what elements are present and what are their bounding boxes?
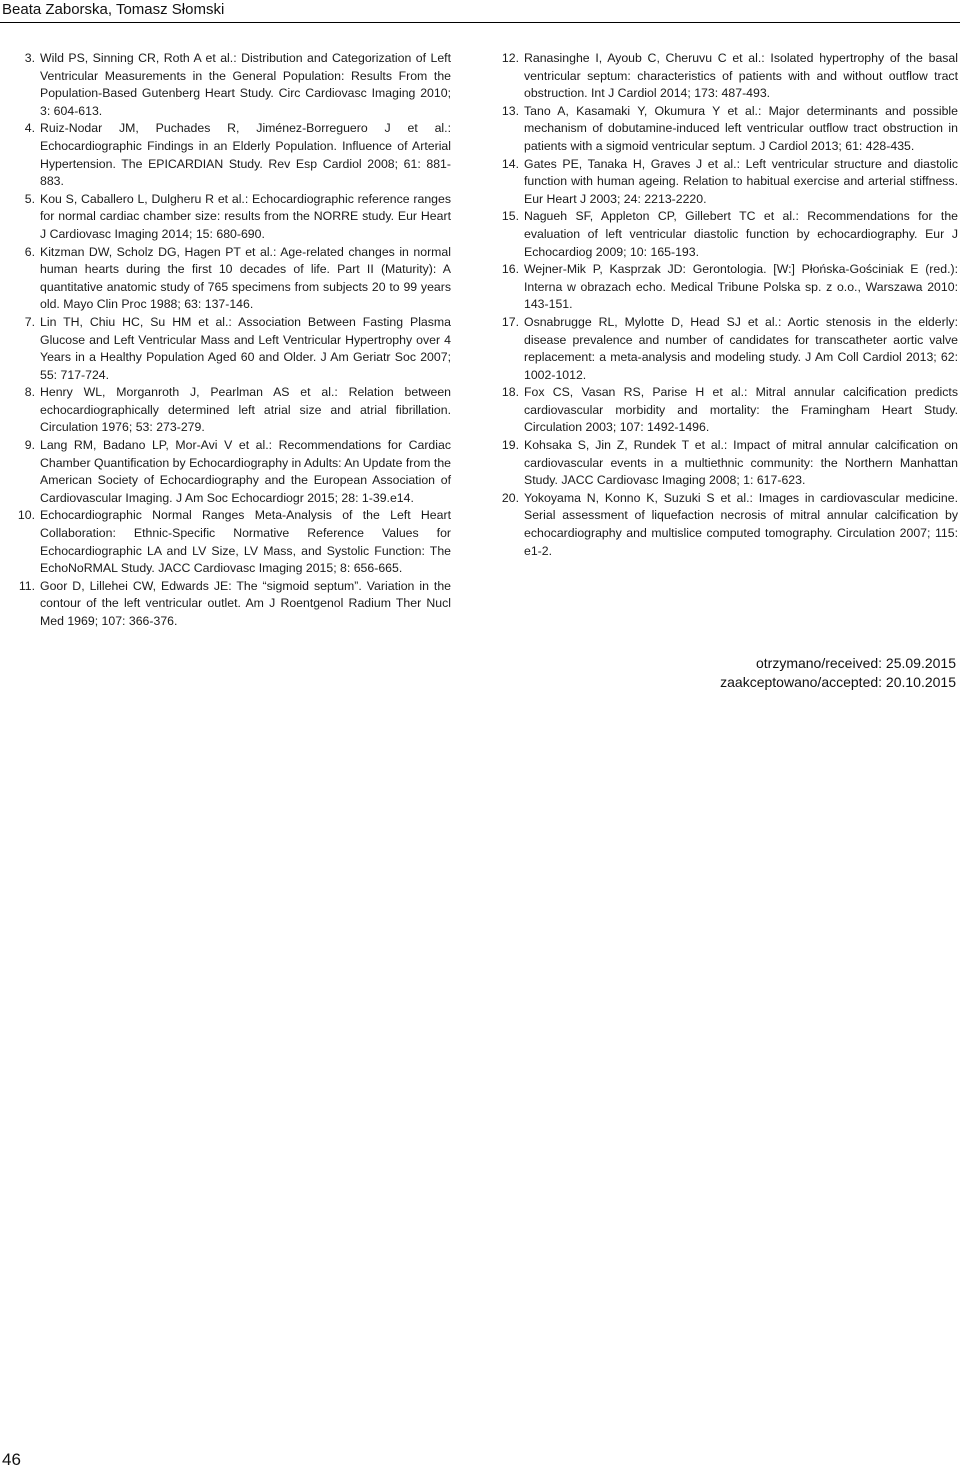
reference-item <box>14 120 451 190</box>
reference-text: Henry WL, Morganroth J, Pearlman AS et al.: Relation between echocardiographically determined left atrial size and atrial fibrillation. Circulation 1976; 53: 273-279. <box>40 385 451 435</box>
references-column-left <box>14 50 451 631</box>
reference-item <box>14 384 451 437</box>
reference-item <box>14 437 451 507</box>
reference-item <box>497 103 958 156</box>
reference-number: 20. <box>501 490 519 505</box>
reference-text: Wejner-Mik P, Kasprzak JD: Gerontologia. [W:] Płońska-Gościniak E (red.): Interna w obrazach echo. Medical Tribune Polska sp. z o.o., Warszawa 2010: 143-151. <box>524 262 958 312</box>
page-number: 46 <box>2 1450 21 1469</box>
reference-text: Yokoyama N, Konno K, Suzuki S et al.: Images in cardiovascular medicine. Serial assessment of liquefaction necrosis of mitral annular calcification by echocardiography and multislice computed tomography. Circulation 2007; 115: e1-2. <box>524 490 958 558</box>
reference-item <box>14 507 451 577</box>
reference-item <box>14 50 451 120</box>
reference-text: Lin TH, Chiu HC, Su HM et al.: Association Between Fasting Plasma Glucose and Left Ventricular Mass and Left Ventricular Hypertrophy over 4 Years in a Healthy Population Aged 60 and Older. J Am Geriatr Soc 2007; 55: 717-724. <box>40 314 451 382</box>
reference-number: 8. <box>24 385 35 400</box>
reference-text: Echocardiographic Normal Ranges Meta-Analysis of the Left Heart Collaboration: Ethnic-Specific Normative Reference Values for Echocardiographic LA and LV Size, LV Mass, and Systolic Function: The EchoNoRMAL Study. JACC Cardiovasc Imaging 2015; 8: 656-665. <box>40 508 451 576</box>
reference-text: Lang RM, Badano LP, Mor-Avi V et al.: Recommendations for Cardiac Chamber Quantification by Echocardiography in Adults: An Update from the American Society of Echocardiography and the European Association of Cardiovascular Imaging. J Am Soc Echocardiogr 2015; 28: 1-39.e14. <box>40 438 451 505</box>
reference-number: 11. <box>18 578 35 593</box>
reference-number: 15. <box>501 209 519 224</box>
reference-item <box>14 244 451 314</box>
reference-text: Ranasinghe I, Ayoub C, Cheruvu C et al.: Isolated hypertrophy of the basal ventricular septum: characteristics of patients with and without outflow tract obstruction. Int J Cardiol 2014; 173: 487-493. <box>524 51 958 101</box>
reference-number: 16. <box>501 262 519 277</box>
reference-text: Gates PE, Tanaka H, Graves J et al.: Left ventricular structure and diastolic function with human ageing. Relation to habitual exercise and arterial stiffness. Eur Heart J 2003; 24: 2213-2220. <box>524 156 958 206</box>
reference-item <box>14 314 451 384</box>
reference-item <box>497 208 958 261</box>
reference-item <box>497 50 958 103</box>
reference-item <box>14 191 451 244</box>
reference-number: 14. <box>501 156 519 171</box>
reference-number: 17. <box>501 314 519 329</box>
reference-item <box>497 437 958 490</box>
reference-number: 12. <box>501 51 519 65</box>
reference-text: Nagueh SF, Appleton CP, Gillebert TC et al.: Recommendations for the evaluation of left ventricular diastolic function by echocardiography. Eur J Echocardiog 2009; 10: 165-193. <box>524 209 958 259</box>
reference-item <box>497 490 958 560</box>
reference-text: Ruiz-Nodar JM, Puchades R, Jiménez-Borreguero J et al.: Echocardiographic Findings in an Elderly Population. Influence of Arterial Hypertension. The EPICARDIAN Study. Rev Esp Cardiol 2008; 61: 881-883. <box>40 121 451 189</box>
reference-text: Osnabrugge RL, Mylotte D, Head SJ et al.: Aortic stenosis in the elderly: disease prevalence and number of candidates for transcatheter aortic valve replacement: a meta-analysis and modeling study. J Am Coll Cardiol 2013; 62: 1002-1012. <box>524 314 958 382</box>
reference-item <box>14 578 451 631</box>
reference-text: Kohsaka S, Jin Z, Rundek T et al.: Impact of mitral annular calcification on cardiovascular events in a multiethnic community: the Northern Manhattan Study. JACC Cardiovasc Imaging 2008; 1: 617-623. <box>524 438 958 488</box>
received-date: otrzymano/received: 25.09.2015 <box>755 655 956 671</box>
reference-text: Fox CS, Vasan RS, Parise H et al.: Mitral annular calcification predicts cardiovascular morbidity and mortality: the Framingham Heart Study. Circulation 2003; 107: 1492-1496. <box>524 385 958 435</box>
reference-text: Kitzman DW, Scholz DG, Hagen PT et al.: Age-related changes in normal human hearts during the first 10 decades of life. Part II (Maturity): A quantitative anatomic study of 765 specimens from subjects 20 to 99 years old. Mayo Clin Proc 1988; 63: 137-146. <box>40 244 451 312</box>
reference-number: 3. <box>24 51 35 65</box>
reference-number: 10. <box>17 508 35 523</box>
reference-number: 7. <box>24 314 35 329</box>
reference-number: 5. <box>24 191 35 206</box>
reference-number: 18. <box>501 385 519 400</box>
reference-text: Kou S, Caballero L, Dulgheru R et al.: Echocardiographic reference ranges for normal cardiac chamber size: results from the NORRE study. Eur Heart J Cardiovasc Imaging 2014; 15: 680-690. <box>40 191 451 241</box>
reference-item <box>497 314 958 384</box>
reference-number: 19. <box>501 438 519 453</box>
reference-number: 6. <box>24 244 35 259</box>
reference-text: Wild PS, Sinning CR, Roth A et al.: Distribution and Categorization of Left Ventricular Measurements in the General Population: Results From the Population-Based Gutenberg Heart Study. Circ Cardiovasc Imaging 2010; 3: 604-613. <box>40 51 451 118</box>
reference-text: Tano A, Kasamaki Y, Okumura Y et al.: Major determinants and possible mechanism of dobutamine-induced left ventricular outflow tract obstruction in patients with a sigmoid ventricular septum. J Cardiol 2013; 61: 428-435. <box>524 103 958 153</box>
reference-item <box>497 384 958 437</box>
reference-number: 9. <box>24 438 35 453</box>
references-column-right <box>497 50 958 560</box>
submission-dates <box>720 654 956 692</box>
running-head-authors: Beata Zaborska, Tomasz Słomski <box>2 1 225 18</box>
reference-text: Goor D, Lillehei CW, Edwards JE: The “sigmoid septum”. Variation in the contour of the left ventricular outlet. Am J Roentgenol Radium Ther Nucl Med 1969; 107: 366-376. <box>40 578 451 628</box>
accepted-date: zaakceptowano/accepted: 20.10.2015 <box>720 674 956 690</box>
reference-item <box>497 261 958 314</box>
reference-number: 13. <box>501 103 519 118</box>
reference-item <box>497 156 958 209</box>
header-rule <box>0 22 960 23</box>
reference-number: 4. <box>24 121 35 136</box>
